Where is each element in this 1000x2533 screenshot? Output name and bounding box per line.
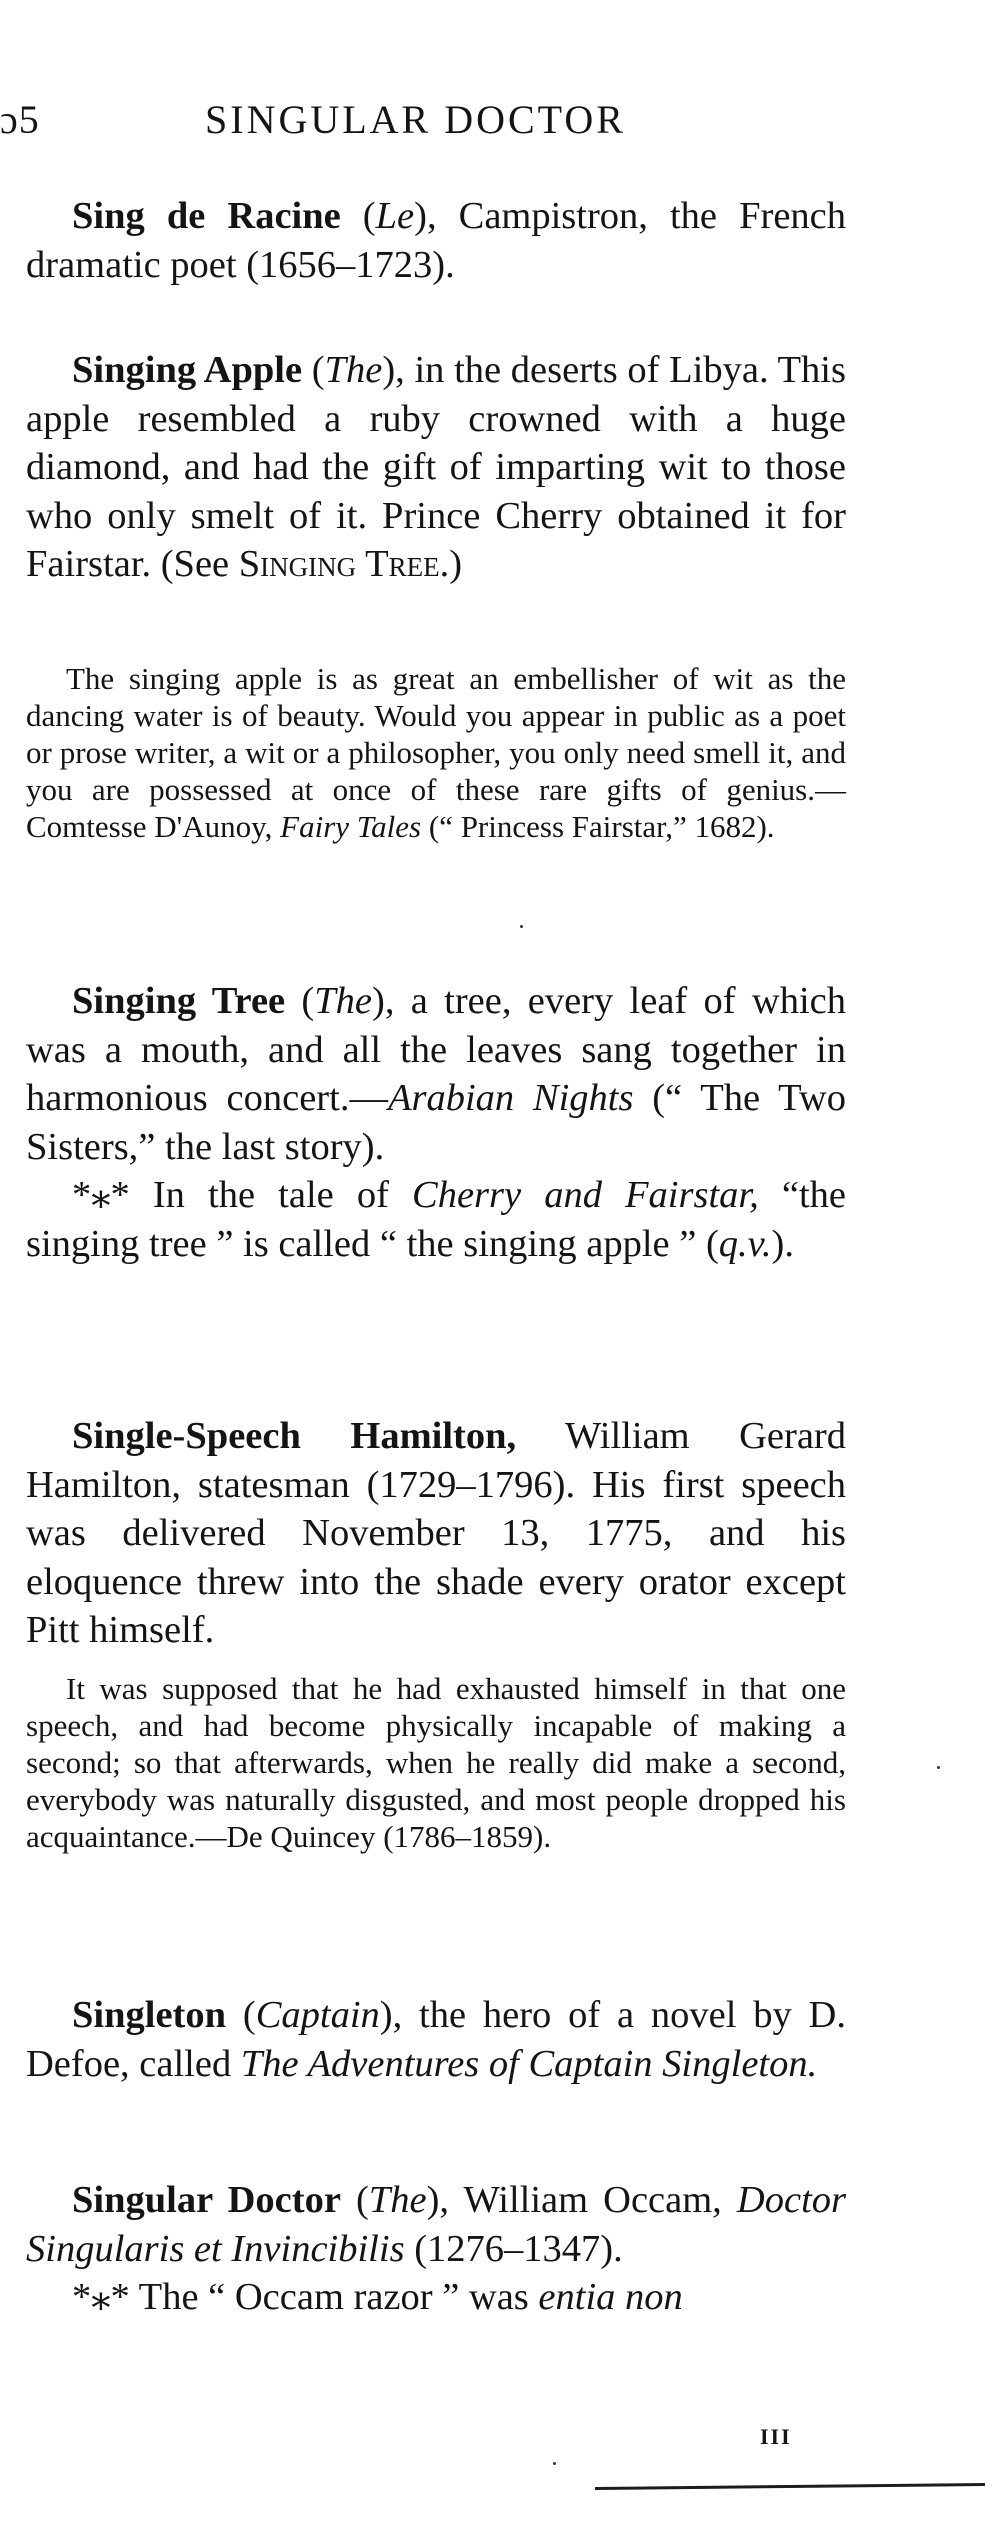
entry-paragraph: Singular Doctor (The), William Occam, Doctor Singularis et Invincibilis (1276–1347).	[26, 2179, 846, 2270]
quote-paragraph	[26, 1670, 846, 1855]
quote-source: Fairy Tales	[280, 809, 422, 844]
quote-paragraph	[26, 660, 846, 845]
quote-text: The singing apple is as great an embellisher of wit as the dancing water is of beauty. Would you appear in public as a poet or prose writer, a wit or a philosopher, you only need smell it, and you are possessed at once of these rare gifts of genius.—Comtesse D'Aunoy,	[26, 661, 846, 844]
note-mark: *⁎*	[72, 2276, 130, 2318]
headword: Singular Doctor	[72, 2179, 341, 2221]
entry-single-speech-hamilton	[26, 1412, 846, 1655]
paper-speck	[937, 1766, 940, 1769]
note-paragraph	[26, 1171, 846, 1268]
qualifier: Captain	[255, 1994, 380, 2036]
page-header	[0, 96, 1000, 156]
entry-paragraph: Sing de Racine (Le), Campistron, the French dramatic poet (1656–1723).	[26, 195, 846, 286]
note-text-2: “the singing tree ” is called “ the singing apple ” (	[26, 1174, 846, 1265]
entry-text-end: (“ The Two Sisters,” the last story).	[26, 1077, 846, 1168]
entry-singing-apple	[26, 346, 846, 589]
entry-singular-doctor	[26, 2176, 846, 2322]
note-reference: q.v.	[718, 1222, 772, 1265]
note-latin: entia non	[538, 2276, 683, 2318]
qualifier: The	[368, 2179, 427, 2221]
entry-text-end: )	[449, 543, 463, 585]
entry-text: , Campistron, the French dramatic poet (1656–1723).	[26, 195, 846, 286]
entry-paragraph: Singing Apple (The), in the deserts of Libya. This apple resembled a ruby crowned with a huge diamond, and had the gift of imparting wit to those who only smelt of it. Prince Cherry obtained it for Fairstar. (See Singing Tree.)	[26, 349, 846, 585]
note-text: In the tale of	[129, 1174, 413, 1216]
entry-paragraph	[26, 1412, 846, 1655]
entry-text: , the hero of a novel by D. Defoe, called	[26, 1994, 846, 2085]
latin-title: Doctor Singularis et Invincibilis	[26, 2179, 846, 2270]
note-end: ).	[771, 1222, 794, 1265]
page-number: ɔ5	[0, 97, 40, 142]
headword: Singing Apple	[72, 349, 303, 391]
headword: Single-Speech Hamilton,	[72, 1415, 517, 1457]
quote-text: It was supposed that he had exhausted himself in that one speech, and had become physically incapable of making a second; so that afterwards, when he really did make a second, everybody was naturally disgusted, and most people dropped his acquaintance.—De Quincey (1786–1859).	[26, 1671, 846, 1854]
entry-singleton	[26, 1991, 846, 2088]
qualifier: The	[324, 349, 383, 391]
cross-reference: Singing Tree.	[238, 543, 450, 585]
qualifier: Le	[375, 195, 415, 237]
note-mark: *⁎*	[72, 1174, 130, 1216]
note-text: The “ Occam razor ” was	[129, 2276, 539, 2318]
quote-end: (“ Princess Fairstar,” 1682).	[421, 809, 775, 844]
source-title: Arabian Nights	[387, 1077, 634, 1119]
note-paragraph	[26, 2273, 846, 2322]
note-title: Cherry and Fairstar,	[412, 1174, 759, 1216]
entry-singing-tree	[26, 977, 846, 1268]
headword: Singing Tree	[72, 980, 286, 1022]
entry-paragraph: Singing Tree (The), a tree, every leaf of which was a mouth, and all the leaves sang together in harmonious concert.—Arabian Nights (“ The Two Sisters,” the last story).	[26, 980, 846, 1168]
entry-text: , a tree, every leaf of which was a mouth, and all the leaves sang together in harmonious concert.—	[26, 980, 846, 1119]
signature-mark: III	[760, 2424, 792, 2449]
quote-hamilton	[26, 1670, 846, 1855]
headword: Singleton	[72, 1994, 227, 2036]
running-head: SINGULAR DOCTOR	[205, 97, 626, 142]
entry-text: , in the deserts of Libya. This apple resembled a ruby crowned with a huge diamond, and had the gift of imparting wit to those who only smelt of it. Prince Cherry obtained it for Fairstar. (See	[26, 349, 846, 585]
entry-paragraph: Singleton (Captain), the hero of a novel by D. Defoe, called The Adventures of Captain Singleton.	[26, 1994, 846, 2085]
quote-singing-apple	[26, 660, 846, 845]
paper-speck	[553, 2462, 556, 2465]
entry-sing-de-racine	[26, 192, 846, 289]
qualifier: The	[314, 980, 372, 1022]
bottom-rule	[595, 2483, 985, 2490]
headword: Sing de Racine	[72, 195, 341, 237]
paper-speck	[520, 925, 523, 928]
entry-text: William Gerard Hamilton, statesman (1729–1796). His first speech was delivered November 13, 1775, and his eloquence threw into the shade every orator except Pitt himself.	[26, 1415, 846, 1651]
entry-text-end: (1276–1347).	[404, 2227, 623, 2270]
novel-title: The Adventures of Captain Singleton.	[240, 2042, 818, 2085]
entry-text: , William Occam,	[439, 2179, 737, 2221]
